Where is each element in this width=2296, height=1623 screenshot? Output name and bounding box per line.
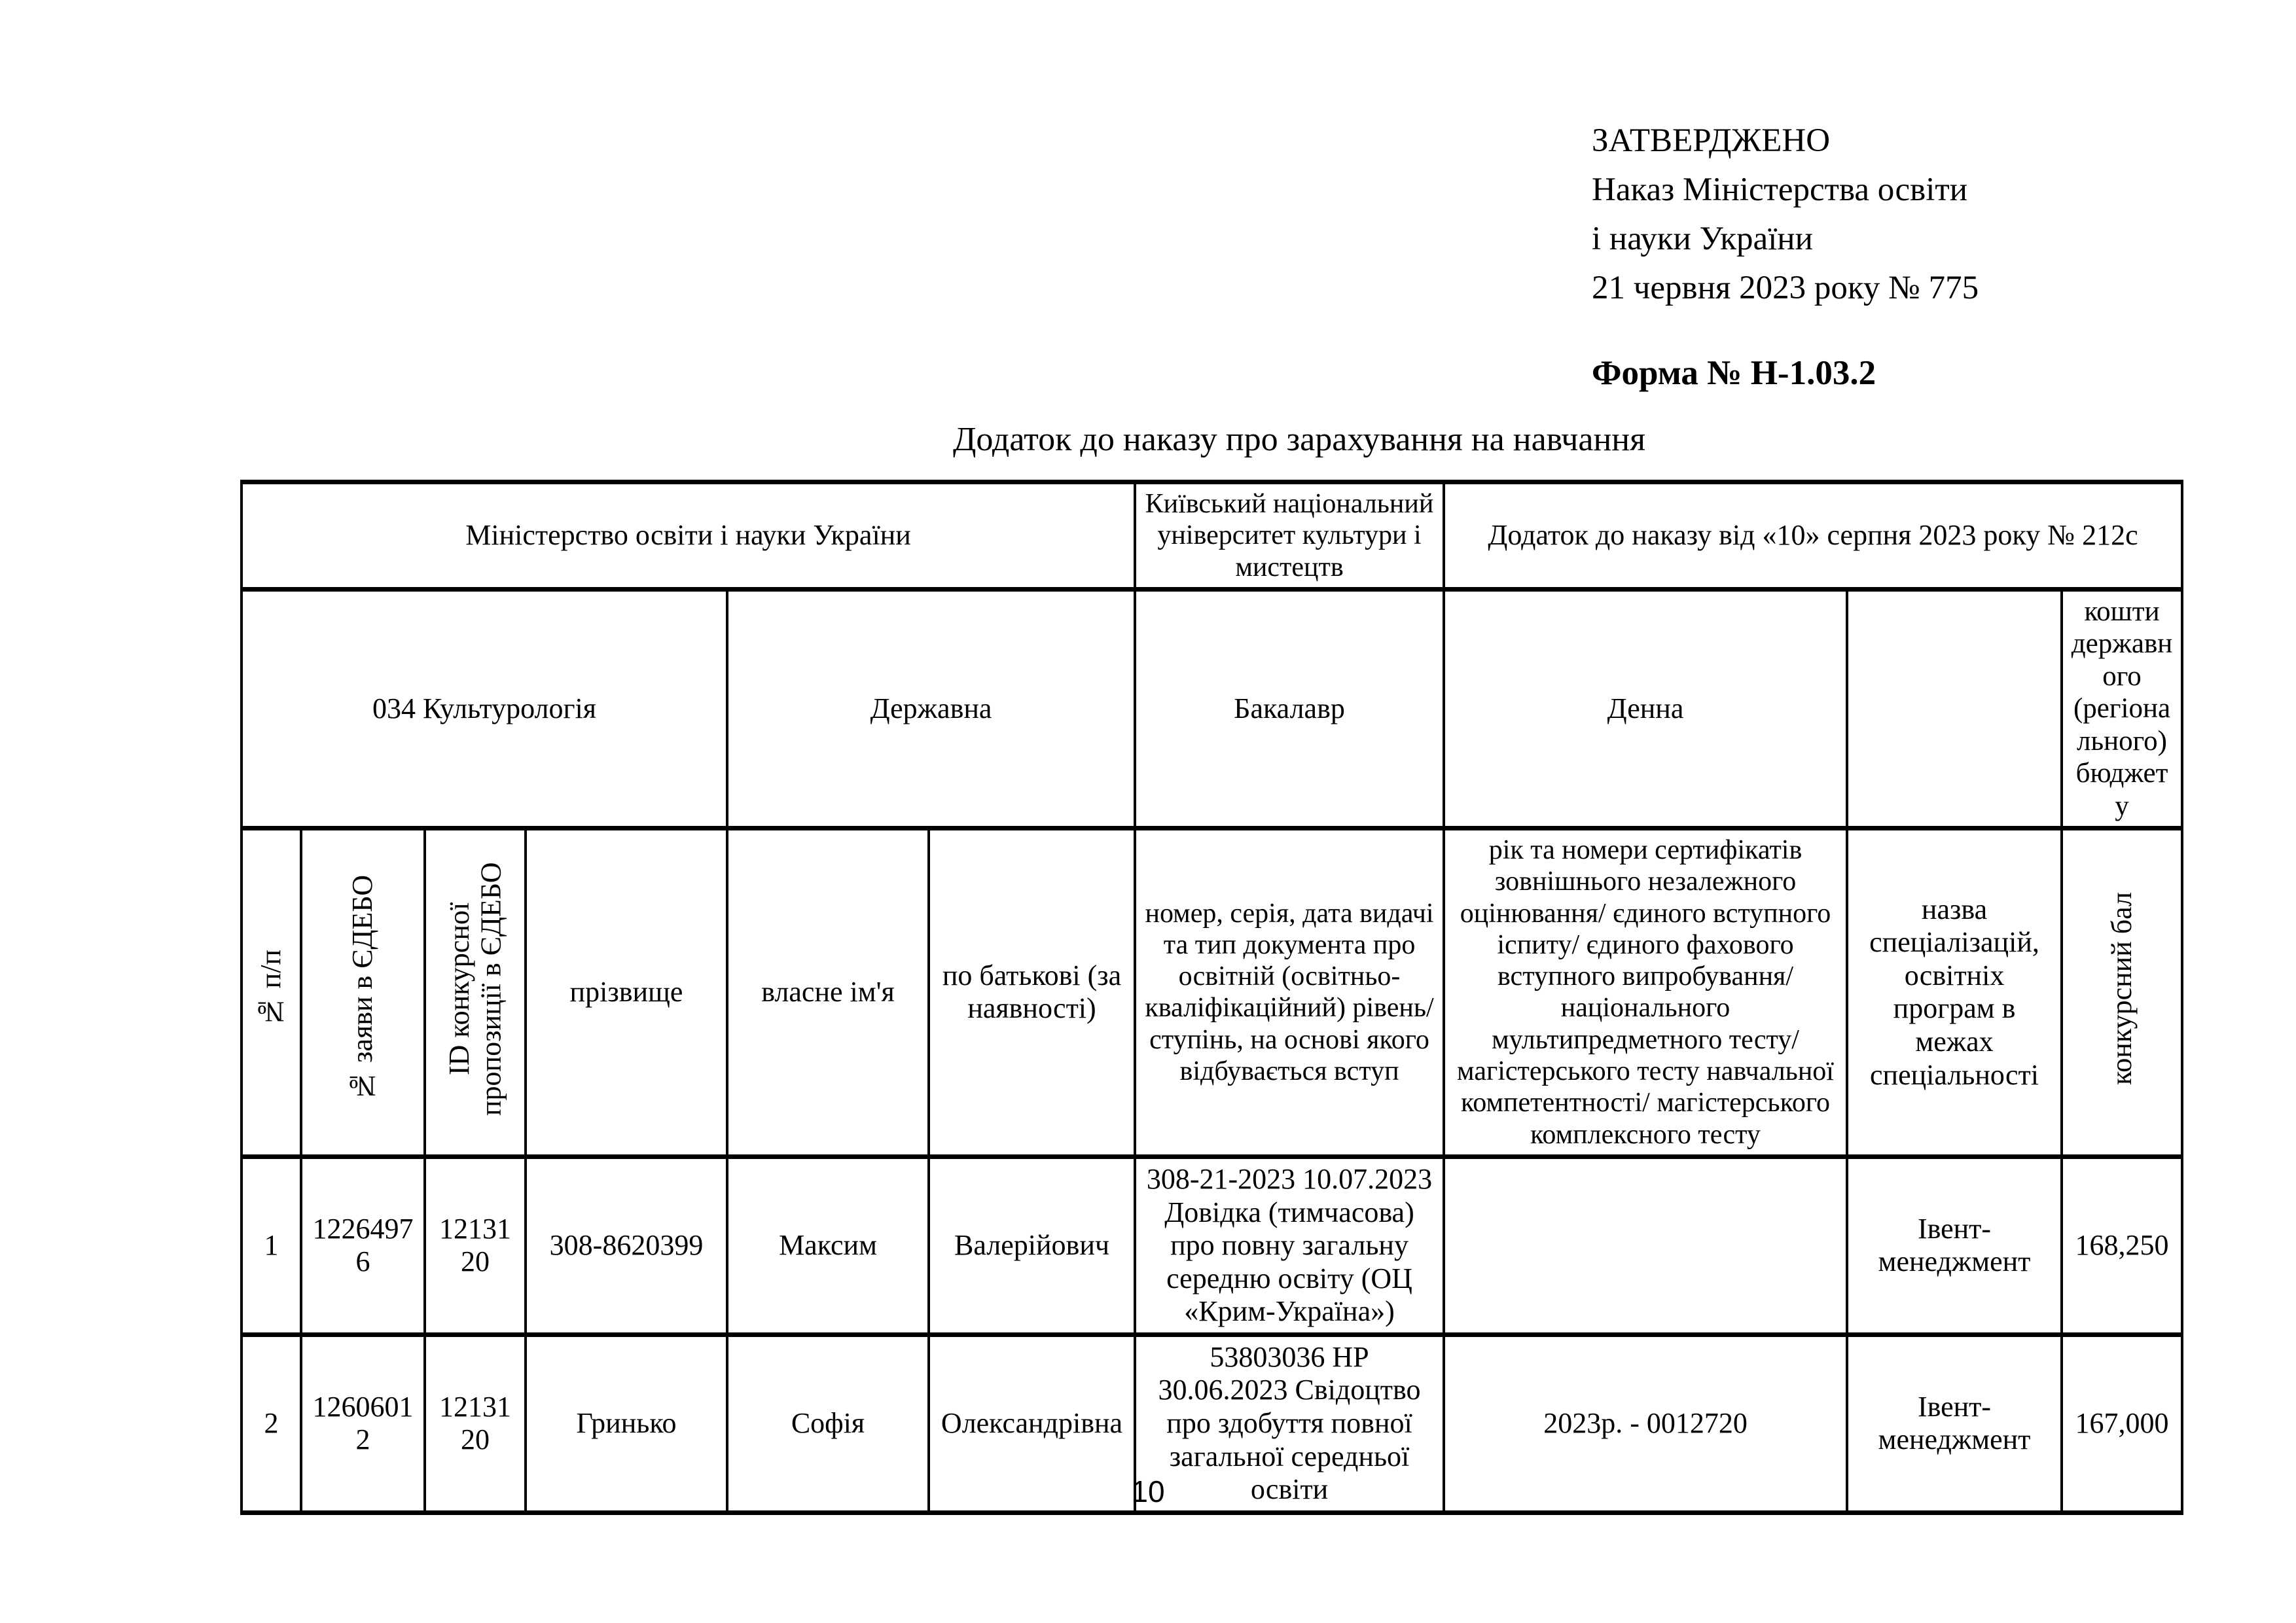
cell-application-id: 12264976 — [301, 1156, 425, 1334]
col-header-certificates: рік та номери сертифікатів зовнішнього незалежного оцінювання/ єдиного вступного іспиту/ єдиного фахового вступного випробування/ національного мультипредметного тесту/ магістерського тесту навчальної компетентності/ магістерського комплексного тесту — [1444, 828, 1847, 1156]
cell-education-document: 53803036 НР 30.06.2023 Свідоцтво про здобуття повної загальної середньої освіти — [1135, 1334, 1444, 1512]
col-header-surname: прізвище — [526, 828, 727, 1156]
cell-num: 2 — [242, 1334, 301, 1512]
col-header-num-label: № п/п — [255, 949, 287, 1028]
col-header-specialization: назва спеціалізацій, освітніх програм в межах спеціальності — [1847, 828, 2062, 1156]
form-number-label: Форма № Н-1.03.2 — [1592, 354, 1876, 392]
cell-application-id: 12606012 — [301, 1334, 425, 1512]
cell-first-name: Максим — [727, 1156, 929, 1334]
col-header-score-label: конкурсний бал — [2105, 892, 2138, 1086]
cell-surname: Гринько — [526, 1334, 727, 1512]
header-row — [242, 828, 2182, 1156]
empty-cell — [1847, 589, 2062, 828]
approval-line: 21 червня 2023 року № 775 — [1592, 270, 1979, 306]
degree-cell: Бакалавр — [1135, 589, 1444, 828]
university-cell: Київський національний університет культури і мистецтв — [1135, 482, 1444, 590]
col-header-patronymic: по батькові (за наявності) — [929, 828, 1135, 1156]
col-header-score — [2062, 828, 2182, 1156]
ministry-cell: Міністерство освіти і науки України — [242, 482, 1135, 590]
cell-score: 167,000 — [2062, 1334, 2182, 1512]
specialty-cell: 034 Культурологія — [242, 589, 727, 828]
col-header-education-document: номер, серія, дата видачі та тип документа про освітній (освітньо-кваліфікаційний) рівень/ступінь, на основі якого відбувається вступ — [1135, 828, 1444, 1156]
approval-line: ЗАТВЕРДЖЕНО — [1592, 122, 1831, 159]
order-ref-cell: Додаток до наказу від «10» серпня 2023 року № 212с — [1444, 482, 2182, 590]
cell-num: 1 — [242, 1156, 301, 1334]
program-row — [242, 589, 2182, 828]
cell-certificates: 2023р. - 0012720 — [1444, 1334, 1847, 1512]
page-number: 10 — [1131, 1474, 1165, 1508]
table-row — [242, 1156, 2182, 1334]
col-header-proposal-id — [425, 828, 526, 1156]
cell-specialization: Івент-менеджмент — [1847, 1334, 2062, 1512]
ownership-cell: Державна — [727, 589, 1135, 828]
funding-cell: кошти державного (регіонального) бюджету — [2062, 589, 2182, 828]
cell-patronymic: Валерійович — [929, 1156, 1135, 1334]
cell-score: 168,250 — [2062, 1156, 2182, 1334]
cell-proposal-id: 1213120 — [425, 1334, 526, 1512]
org-row — [242, 482, 2182, 590]
cell-specialization: Івент-менеджмент — [1847, 1156, 2062, 1334]
cell-certificates — [1444, 1156, 1847, 1334]
approval-line: Наказ Міністерства освіти — [1592, 171, 1967, 208]
col-header-first-name: власне ім'я — [727, 828, 929, 1156]
cell-patronymic: Олександрівна — [929, 1334, 1135, 1512]
cell-first-name: Софія — [727, 1334, 929, 1512]
cell-surname: 308-8620399 — [526, 1156, 727, 1334]
enrollment-table — [240, 480, 2183, 1515]
approval-block — [1592, 116, 2286, 313]
cell-education-document: 308-21-2023 10.07.2023 Довідка (тимчасова) про повну загальну середню освіту (ОЦ «Крим-Україна») — [1135, 1156, 1444, 1334]
page-title: Додаток до наказу про зарахування на навчання — [952, 421, 1646, 458]
col-header-proposal-id-label: ID конкурсної пропозиції в ЄДЕБО — [442, 861, 507, 1116]
col-header-application-id — [301, 828, 425, 1156]
col-header-application-id-label: № заяви в ЄДЕБО — [346, 875, 379, 1103]
cell-proposal-id: 1213120 — [425, 1156, 526, 1334]
col-header-num — [242, 828, 301, 1156]
approval-line: і науки України — [1592, 221, 1813, 257]
study-form-cell: Денна — [1444, 589, 1847, 828]
